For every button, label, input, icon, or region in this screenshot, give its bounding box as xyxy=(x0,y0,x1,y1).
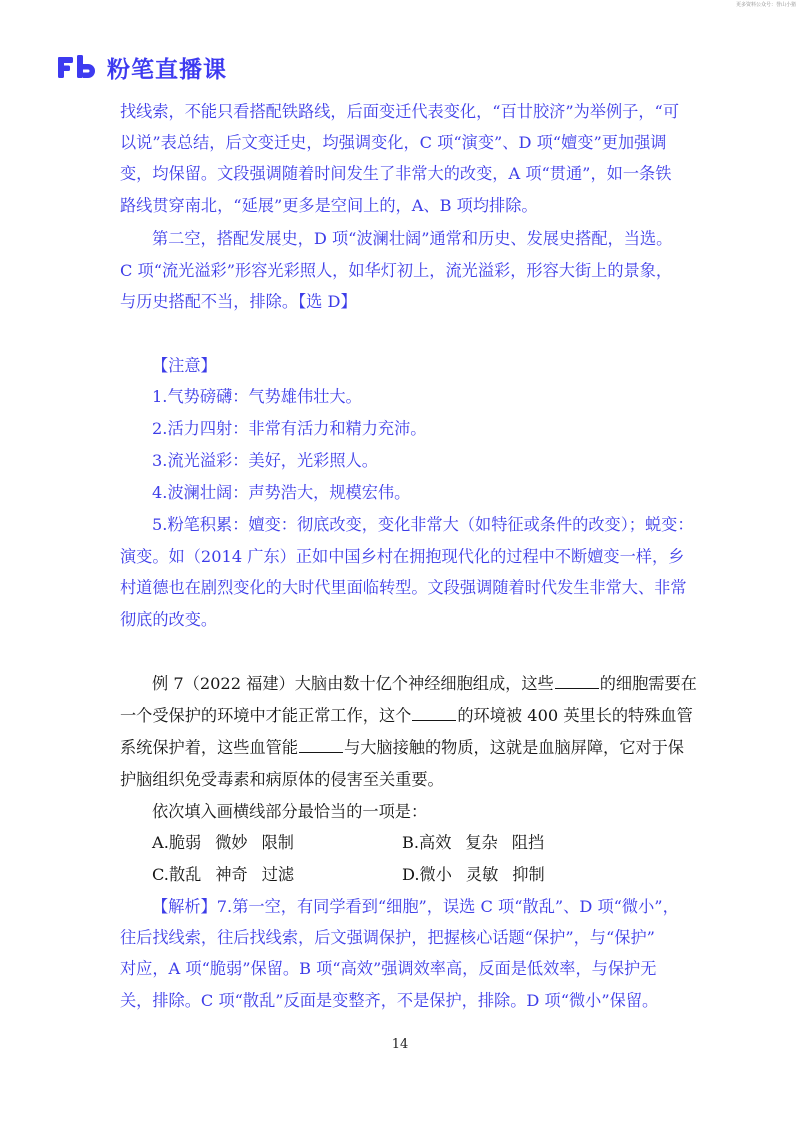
analysis-prev-line: 找线索，不能只看搭配铁路线，后面变迁代表变化，“百廿胶济”为举例子，“可 xyxy=(120,102,680,121)
page-number: 14 xyxy=(391,1037,409,1052)
analysis-line: 关，排除。C 项“散乱”反面是变整齐，不是保护，排除。D 项“微小”保留。 xyxy=(120,991,659,1010)
blank-3 xyxy=(299,738,343,753)
note-item: 4.波澜壮阔：声势浩大，规模宏伟。 xyxy=(152,483,411,502)
option-d: D.微小 灵敏 抑制 xyxy=(402,865,545,884)
question-line: 一个受保护的环境中才能正常工作，这个 的环境被 400 英里长的特殊血管 xyxy=(120,706,693,725)
blank-2 xyxy=(412,706,456,721)
option-b: B.高效 复杂 阻挡 xyxy=(402,833,545,852)
analysis-prev-line: 路线贯穿南北，“延展”更多是空间上的，A、B 项均排除。 xyxy=(120,196,538,215)
analysis-prev-line: 以说”表总结，后文变迁史，均强调变化，C 项“演变”、D 项“嬗变”更加强调 xyxy=(120,133,667,152)
note-item: 3.流光溢彩：美好，光彩照人。 xyxy=(152,451,378,470)
note-title: 【注意】 xyxy=(152,356,217,375)
question-line: 例 7（2022 福建）大脑由数十亿个神经细胞组成，这些 的细胞需要在 xyxy=(152,674,697,693)
analysis-prev-line: C 项“流光溢彩”形容光彩照人，如华灯初上，流光溢彩，形容大街上的景象， xyxy=(120,261,673,280)
analysis-prev-line: 第二空，搭配发展史，D 项“波澜壮阔”通常和历史、发展史搭配，当选。 xyxy=(152,229,673,248)
option-c: C.散乱 神奇 过滤 xyxy=(152,865,295,884)
question-line: 护脑组织免受毒素和病原体的侵害至关重要。 xyxy=(120,770,444,789)
analysis-line: 往后找线索，往后找线索，后文强调保护，把握核心话题“保护”，与“保护” xyxy=(120,928,655,947)
analysis-line: 对应，A 项“脆弱”保留。B 项“高效”强调效率高，反面是低效率，与保护无 xyxy=(120,959,657,978)
note-item: 彻底的改变。 xyxy=(120,610,218,629)
question-line: 系统保护着，这些血管能 与大脑接触的物质，这就是血脑屏障，它对于保 xyxy=(120,738,684,757)
brand-logo xyxy=(57,52,227,82)
note-item: 1.气势磅礴：气势雄伟壮大。 xyxy=(152,387,362,406)
note-item: 2.活力四射：非常有活力和精力充沛。 xyxy=(152,419,427,438)
option-a: A.脆弱 微妙 限制 xyxy=(152,833,294,852)
question-prompt: 依次填入画横线部分最恰当的一项是： xyxy=(152,802,428,821)
fb-logo-icon xyxy=(57,54,97,80)
brand-name: 粉笔直播课 xyxy=(107,56,227,83)
note-item: 5.粉笔积累：嬗变：彻底改变，变化非常大（如特征或条件的改变）；蜕变： xyxy=(152,515,694,534)
analysis-line: 【解析】7.第一空，有同学看到“细胞”，误选 C 项“散乱”、D 项“微小”， xyxy=(152,897,679,916)
note-item: 村道德也在剧烈变化的大时代里面临转型。文段强调随着时代发生非常大、非常 xyxy=(120,578,687,597)
note-item: 演变。如（2014 广东）正如中国乡村在拥抱现代化的过程中不断嬗变一样，乡 xyxy=(120,547,685,566)
analysis-prev-line: 变，均保留。文段强调随着时间发生了非常大的改变，A 项“贯通”，如一条铁 xyxy=(120,164,672,183)
top-note: 更多资料公众号：誉山小猪 xyxy=(735,2,796,8)
blank-1 xyxy=(555,674,599,689)
analysis-prev-line: 与历史搭配不当，排除。【选 D】 xyxy=(120,292,357,311)
